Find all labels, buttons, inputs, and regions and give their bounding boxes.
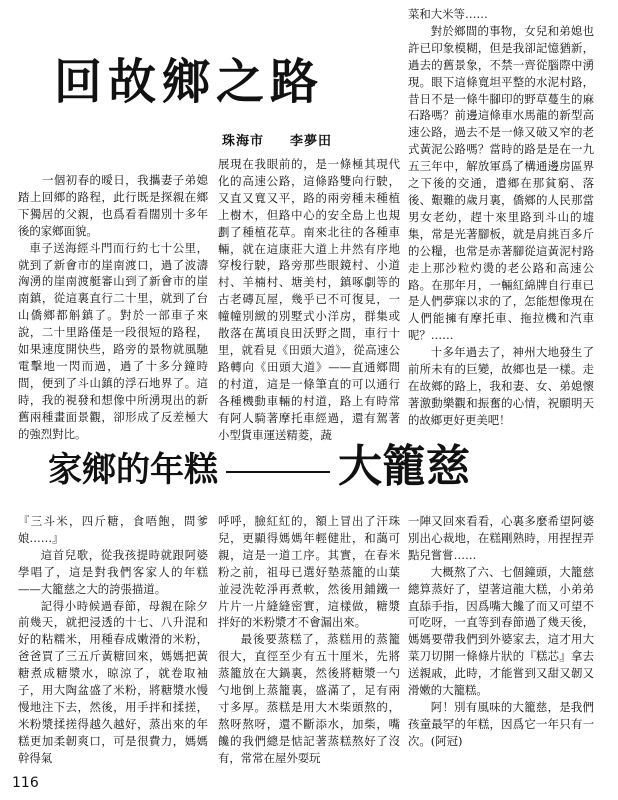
article1-column-1: [18, 172, 208, 443]
paragraph: 一個初春的曖日，我攜妻子弟媳踏上回鄉的路程，此行既是探親在鄉下獨居的父親，也爲看看闊別十多年後的家鄉面貌。: [18, 173, 208, 238]
article2-column-2: [218, 513, 400, 767]
paragraph: 對於鄉間的事物，女兒和弟媳也許已印象模糊，但是我卻記憶猶新，過去的舊景象，不禁一齊從腦際中湧現。眼下這條寬坦平整的水泥村路，昔日不是一條牛腳印的野草蔓生的麻石路嗎？前邊這條車水馬龍的新型高速公路，過去不是一條又破又窄的老式黃泥公路嗎？當時的路是是在一九五三年中，解放軍爲了構通邊房區界之下後的交通，遣鄉在那貧窮、落後、艱難的歲月裏，僑鄉的人民那當男女老幼，趕十來里路到斗山的墟集，常是光著腳板，就是肩挑百多斤的公糧，也常是赤著腳從這黃泥村路走上那沙粒灼燙的老公路和高速公路。在那年月，一輛紅綿牌自行車已是人們夢寐以求的了，怎能想像現在人們能擁有摩托車、拖拉機和汽車呢？……: [408, 23, 594, 343]
paragraph: 阿！別有風味的大籠慈，是我們孩童最罕的年糕，因爲它一年只有一次。(阿冠): [408, 699, 594, 748]
paragraph: 一陣又回來看看，心裏多麼希望阿婆別出心裁地，在糕剛熟時，用捏捏弄點兒嘗嘗……: [408, 514, 594, 562]
paragraph: 車子送海經斗門而行約七十公里，就到了新會市的崖南渡口，過了波濤洶湧的崖南渡艇審山到了新會市的崖南鎮，從這裏直行二十里，就到了台山僑鄉都斛鎮了。對於一部車子來說，二十里路僅是一段很短的路程，如果速度開快些，路旁的景物就風馳電擊地一閃而過，過了十多分鐘時間，便到了斗山鎮的浮石地界了。這時，我的視發和想像中所湧現出的新舊兩種畫面景觀，卻形成了反差極大的強烈對比。: [18, 240, 208, 441]
em-dash-rule: [226, 471, 330, 473]
title-part-1: 家鄉的年糕: [48, 450, 218, 490]
paragraph: 十多年過去了，神州大地發生了前所未有的巨變，故鄉也是一樣。走在故鄉的路上，我和妻、女、弟媳懷著激動樂觀和振奮的心情，祝願明天的故鄉更好更美吧！: [408, 345, 594, 427]
paragraph: 『三斗米，四斤糖，食唔飽，問爹娘……』: [18, 514, 208, 545]
article2-column-1: [18, 513, 208, 767]
paragraph: 展現在我眼前的，是一條極其現代化的高速公路，這條路雙向行駛，又直又寬又平，路的兩旁種未種植上樹木，但路中心的安全島上也規劃了種植花草。南來北往的各種車輛，就在這康莊大道上井然有序地穿梭行駛，路旁那些眼鏡村、小道村、羊楠村、塘美村，鎮啄劇等的古老磚瓦屋，幾乎已不可復見，一幢幢別緻的別墅式小洋房，群集或散落在萬頃良田沃野之間，車行十里，就看見《田頭大道》，從高速公路轉向《田頭大道》——直通鄉間的村道，這是一條筆直的可以通行各種機動車輛的村道，路上有時常有阿人騎著摩托車經過，還有駕著小型貨車運送精菱，蔬: [218, 157, 400, 442]
author-name: 李夢田: [290, 134, 333, 149]
paragraph: 最後要蒸糕了，蒸糕用的蒸籠很大，直徑至少有五十厘米，先將蒸籠放在大鍋裏，然後將糖漿一勺勺地倒上蒸籠裏，盛滿了，足有兩寸多厚。蒸糕是用大木柴頭熬的，熬呀熬呀，還不斷添水，加柴，嘴饞的我們總是惦記著蒸糕熬好了沒有，常常在屋外耍玩: [218, 632, 400, 765]
author-city: 珠海市: [222, 134, 265, 149]
article1-column-2: [218, 156, 400, 443]
article2-column-3: [408, 513, 594, 750]
paragraph: 記得小時候過春節，母親在除夕前幾天，就把浸透的十七、八升混和好的粘糯米，用種春成嫩滑的米粉，爸爸買了三五斤黃糖回來，媽媽把黃糖煮成糖漿水，晾涼了，就卷取袖子，用大陶盆盛了米粉，將糖漿水慢慢地注下去，然後，用手拌和揉搓，米粉漿揉搓得越久越好，蒸出來的年糕更加柔韌爽口，可是很費力，媽媽幹得氣: [18, 598, 208, 765]
page-number: 116: [12, 775, 39, 791]
article2-title: [48, 436, 582, 498]
paragraph: 菜和大米等……: [408, 7, 488, 21]
title-part-2: 大籠慈: [338, 441, 470, 492]
paragraph: 這首兒歌，從我孩提時就跟阿婆學唱了，這是對我們客家人的年糕——大籠慈之大的誇張描道。: [18, 547, 208, 596]
article-title: 回故鄉之路: [54, 54, 325, 110]
paragraph: 呼呼，臉紅紅的，額上冒出了汗珠兒，更顯得媽媽年輕健壯，和藹可親，這是一道工序。其實，在春米粉之前，祖母已選好墊蒸籠的山葉並浸洗乾淨再煮軟，然後用鋪鐵一片片一片縫縫密實，這樣做，糖漿拌好的米粉漿才不會漏出來。: [218, 514, 400, 630]
paragraph: 大概熬了六、七個鐘頭，大籠慈總算蒸好了，望著這龍大糕，小弟弟直舔手指，因爲嘴大饞了而又可望不可吃呀，一直等到春節過了幾天後，媽媽要帶我們到外婆家去，這才用大菜刀切開一條條片狀的『糕芯』拿去送親戚，此時，才能嘗到又甜又韌又滑嫩的大籠糕。: [408, 564, 594, 698]
article1-column-3: [408, 6, 594, 429]
